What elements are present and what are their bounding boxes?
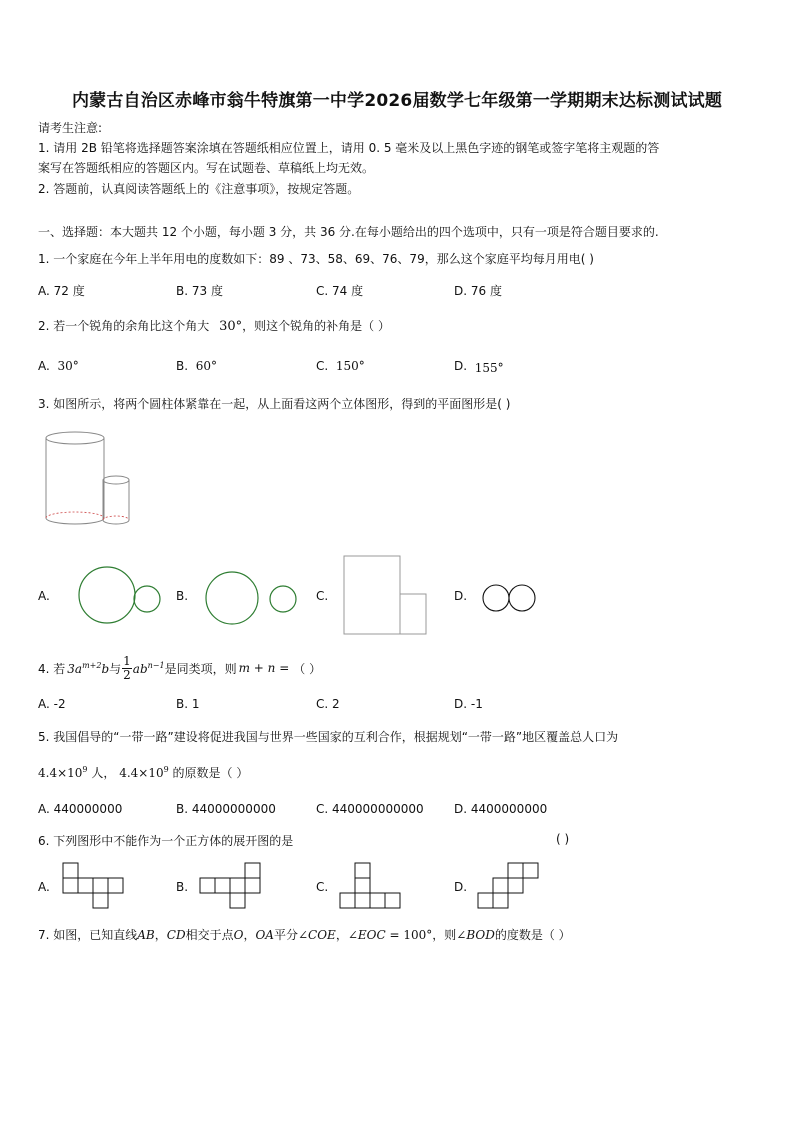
question-4-option-a: A. -2: [38, 697, 66, 711]
question-3-stem: 3. 如图所示，将两个圆柱体紧靠在一起，从上面看这两个立体图形，得到的平面图形是( ): [38, 397, 511, 411]
question-5-option-d: D. 4400000000: [454, 802, 548, 816]
question-4-stem: [38, 650, 321, 686]
angle-bod: ∠BOD: [456, 928, 495, 942]
option-value: 60°: [195, 359, 217, 373]
question-3-option-d-figure: [482, 584, 542, 614]
question-4-term-1: [67, 661, 109, 676]
sep: ，: [154, 928, 167, 942]
question-7-stem: [38, 926, 571, 943]
option-label: B.: [176, 359, 189, 373]
notice-item-2: 2. 答题前，认真阅读答题纸上的《注意事项》，按规定答题。: [38, 182, 360, 196]
question-2-stem-b: ，则这个锐角的补角是（ ）: [242, 319, 390, 333]
option-label: A.: [38, 359, 50, 373]
angle-eoc-value: = 100°: [385, 928, 433, 942]
question-2-option-c: [316, 359, 365, 373]
question-1-stem: 1. 一个家庭在今年上半年用电的度数如下：89 、73、58、69、76、79，那么这个家庭平均每月用电( ): [38, 252, 594, 266]
question-5-number-1: [38, 766, 88, 780]
question-3-option-c-figure: [343, 555, 433, 637]
question-2-option-a: [38, 359, 79, 373]
option-value: 150°: [335, 359, 365, 373]
fraction-denominator: 2: [123, 667, 131, 682]
question-2-stem-a: 2. 若一个锐角的余角比这个角大: [38, 319, 210, 333]
question-6-option-c-net: [339, 862, 403, 912]
question-2-option-d: [454, 359, 504, 373]
question-4-with: 与: [109, 661, 122, 676]
section-heading: 一、选择题：本大题共 12 个小题，每小题 3 分，共 36 分.在每小题给出的四个选项中，只有一项是符合题目要求的.: [38, 225, 659, 239]
term-2-base: ab: [132, 661, 148, 676]
line-ab: AB: [137, 928, 155, 942]
notice-heading: 请考生注意:: [38, 121, 103, 135]
number-2-exponent: 9: [163, 765, 169, 774]
term-1-tail: b: [101, 661, 110, 676]
question-3-option-b-label: B.: [176, 589, 189, 603]
question-6-option-d-label: D.: [454, 880, 468, 894]
question-6-option-a-label: A.: [38, 880, 50, 894]
question-6-option-c-label: C.: [316, 880, 329, 894]
question-1-option-c: C. 74 度: [316, 284, 364, 298]
question-3-option-a-label: A.: [38, 589, 50, 603]
question-2-option-b: [176, 359, 217, 373]
option-value: 155°: [474, 361, 504, 375]
angle-coe: ∠COE: [297, 928, 336, 942]
question-5-option-a: A. 440000000: [38, 802, 123, 816]
question-4-option-b: B. 1: [176, 697, 200, 711]
notice-item-1-line-1: 1. 请用 2B 铅笔将选择题答案涂填在答题纸相应位置上，请用 0. 5 毫米及以上黑色字迹的钢笔或签字笔将主观题的答: [38, 141, 660, 155]
sep: ，: [243, 928, 256, 942]
question-4-paren: （ ）: [293, 661, 322, 676]
question-4-option-d: D. -1: [454, 697, 483, 711]
question-1-option-b: B. 73 度: [176, 284, 223, 298]
question-5-tail: 的原数是（ ）: [172, 766, 249, 780]
question-6-option-d-net: [477, 862, 541, 912]
question-5-mid: 人，: [91, 766, 116, 780]
page-title: 内蒙古自治区赤峰市翁牛特旗第一中学2026届数学七年级第一学期期末达标测试试题: [71, 91, 723, 111]
term-2-exponent: n−1: [147, 660, 165, 670]
angle-eoc: ∠EOC: [347, 928, 386, 942]
question-4-fraction: [122, 655, 132, 682]
number-1-exponent: 9: [82, 765, 88, 774]
question-1-option-a: A. 72 度: [38, 284, 85, 298]
question-5-numbers: [38, 764, 248, 781]
question-3-option-d-label: D.: [454, 589, 468, 603]
option-label: D.: [454, 359, 468, 373]
fraction-numerator: 1: [123, 653, 131, 668]
question-3-option-c-label: C.: [316, 589, 329, 603]
question-3-option-b-figure: [205, 571, 305, 631]
question-3-option-a-figure: [78, 566, 168, 626]
term-1-coef: 3a: [67, 661, 83, 676]
question-6-option-b-label: B.: [176, 880, 189, 894]
text: 平分: [273, 928, 298, 942]
question-6-option-a-net: [62, 862, 126, 912]
ray-oa: OA: [255, 928, 274, 942]
question-6-paren: ( ): [556, 832, 570, 846]
question-7-stem-a: 7. 如图，已知直线: [38, 928, 138, 942]
question-1-option-d: D. 76 度: [454, 284, 502, 298]
option-label: C.: [316, 359, 329, 373]
question-7-tail: 的度数是（ ）: [494, 928, 571, 942]
option-value: 30°: [57, 359, 79, 373]
notice-item-1-line-2: 案写在答题纸相应的答题区内。写在试题卷、草稿纸上均无效。: [38, 161, 375, 175]
sep: ，: [335, 928, 348, 942]
text: ，则: [432, 928, 457, 942]
number-1-base: 4.4×10: [38, 766, 83, 780]
term-1-exponent: m+2: [82, 660, 102, 670]
question-4-term-2: [133, 661, 165, 676]
question-4-stem-a: 4. 若: [38, 661, 66, 676]
line-cd: CD: [166, 928, 186, 942]
question-6-option-b-net: [199, 862, 263, 912]
question-2-stem: [38, 317, 390, 334]
question-4-option-c: C. 2: [316, 697, 340, 711]
number-2-base: 4.4×10: [119, 766, 164, 780]
point-o: O: [233, 928, 244, 942]
question-6-stem: 6. 下列图形中不能作为一个正方体的展开图的是: [38, 834, 294, 848]
cylinders-figure: [40, 428, 140, 528]
question-2-angle: 30°: [219, 319, 243, 334]
question-4-stem-b: 是同类项，则: [164, 661, 237, 676]
question-5-option-b: B. 44000000000: [176, 802, 276, 816]
question-4-expression: m + n =: [238, 661, 290, 675]
question-5-option-c: C. 440000000000: [316, 802, 424, 816]
question-5-stem: 5. 我国倡导的“一带一路”建设将促进我国与世界一些国家的互利合作，根据规划“一带一路”地区覆盖总人口为: [38, 730, 619, 744]
text: 相交于点: [185, 928, 234, 942]
question-5-number-2: [119, 766, 169, 780]
